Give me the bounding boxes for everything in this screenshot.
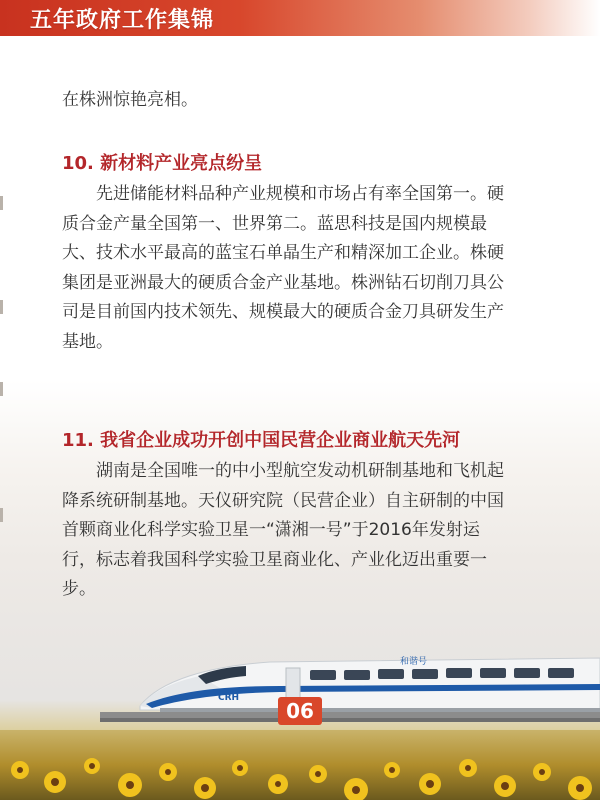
section-11-body <box>62 457 546 605</box>
train-side-text: 和谐号 <box>400 657 428 667</box>
bridge-deck <box>100 712 600 718</box>
section-11-line: 步。 <box>62 579 96 599</box>
bridge-shadow <box>100 718 600 722</box>
train-illustration <box>100 628 600 728</box>
section-11-heading: 11. 我省企业成功开创中国民营企业商业航天先河 <box>62 430 461 451</box>
edge-mark <box>0 196 3 210</box>
section-11-line: 行，标志着我国科学实验卫星商业化、产业化迈出重要一 <box>62 549 487 570</box>
section-11-line: 湖南是全国唯一的中小型航空发动机研制基地和飞机起 <box>96 461 504 481</box>
section-10-line: 先进储能材料品种产业规模和市场占有率全国第一。硬 <box>96 184 504 204</box>
section-10-line: 质合金产量全国第一、世界第二。蓝思科技是国内规模最 <box>62 213 487 234</box>
train-door <box>286 668 300 698</box>
train-logo: CRH <box>218 693 240 703</box>
section-10-line: 司是目前国内技术领先、规模最大的硬质合金刀具研发生产 <box>62 302 504 322</box>
section-10-line: 大、技术水平最高的蓝宝石单晶生产和精深加工企业。株硬 <box>62 243 504 263</box>
header-title: 五年政府工作集锦 <box>30 8 215 33</box>
edge-mark <box>0 508 3 522</box>
section-10-heading: 10. 新材料产业亮点纷呈 <box>62 153 263 174</box>
edge-mark <box>0 300 3 314</box>
section-11-line: 首颗商业化科学实验卫星一“潇湘一号”于2016年发射运 <box>62 520 480 540</box>
section-10-line: 集团是亚洲最大的硬质合金产业基地。株洲钻石切削刀具公 <box>62 272 504 293</box>
page-number: 06 <box>278 697 322 725</box>
section-10-body <box>62 180 546 357</box>
train-undercarriage <box>160 708 600 712</box>
section-11-line: 降系统研制基地。天仪研究院（民营企业）自主研制的中国 <box>62 490 504 511</box>
sunflower-field <box>0 730 600 800</box>
edge-mark <box>0 382 3 396</box>
intro-line: 在株洲惊艳亮相。 <box>62 90 198 110</box>
section-10-line: 基地。 <box>62 331 113 352</box>
header-band <box>0 0 600 36</box>
